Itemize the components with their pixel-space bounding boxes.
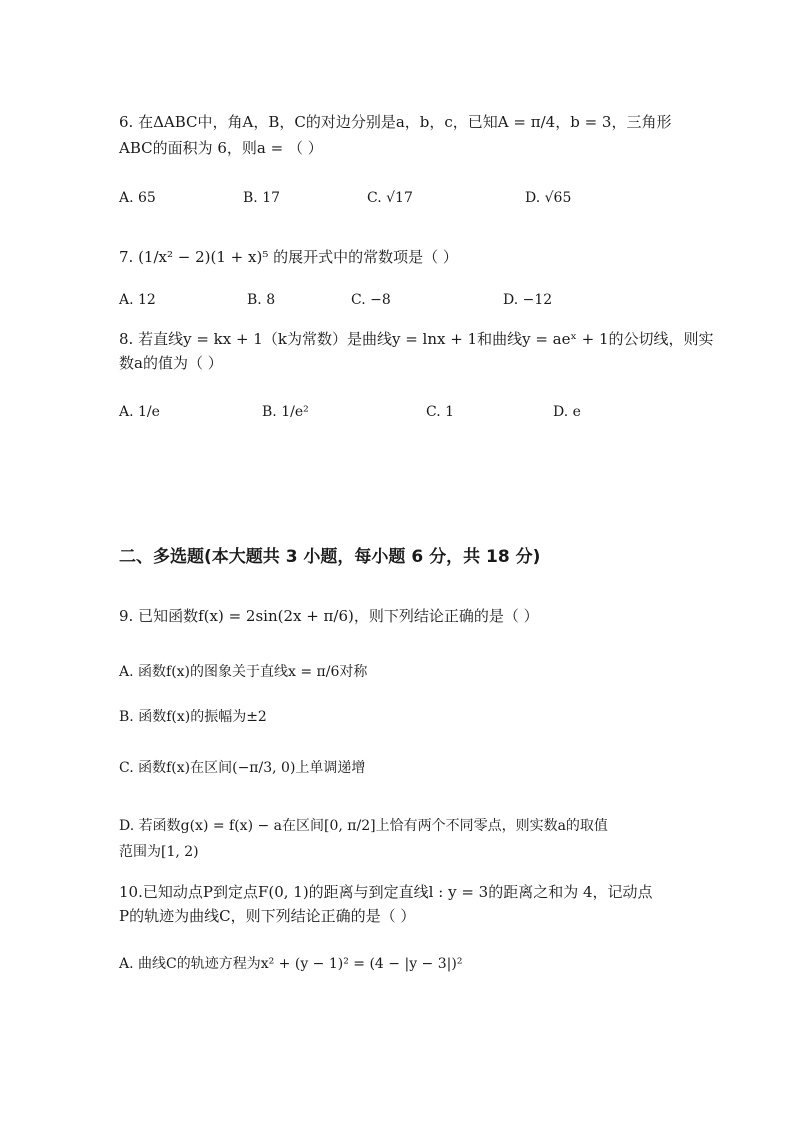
question-7-option-c: C. −8 <box>351 292 391 308</box>
question-6-option-b: B. 17 <box>243 190 281 206</box>
question-7-option-b: B. 8 <box>247 292 276 308</box>
question-9-option-d-line-2: 范围为[1, 2) <box>119 844 199 860</box>
section-heading: 二、多选题(本大题共 3 小题，每小题 6 分，共 18 分) <box>119 547 541 567</box>
question-10-option-a: A. 曲线C的轨迹方程为x² + (y − 1)² = (4 − |y − 3|)² <box>119 956 463 972</box>
question-8-option-a: A. 1/e <box>119 404 160 420</box>
question-8-line-2: 数a的值为（ ） <box>119 354 223 372</box>
question-8-option-b: B. 1/e² <box>262 404 309 420</box>
question-8-option-d: D. e <box>553 404 581 420</box>
question-9-line-1: 9. 已知函数f(x) = 2sin(2x + π/6)，则下列结论正确的是（ ） <box>119 607 539 625</box>
question-9-option-a: A. 函数f(x)的图象关于直线x = π/6对称 <box>119 664 368 680</box>
question-6-line-1: 6. 在ΔABC中，角A，B，C的对边分别是a，b，c，已知A = π/4，b = 3，三角形 <box>119 113 672 131</box>
question-9-option-d-line-1: D. 若函数g(x) = f(x) − a在区间[0, π/2]上恰有两个不同零点，则实数a的取值 <box>119 818 608 834</box>
question-6-option-c: C. √17 <box>367 190 413 206</box>
question-6-option-d: D. √65 <box>525 190 572 206</box>
question-8-option-c: C. 1 <box>426 404 455 420</box>
question-9-option-b: B. 函数f(x)的振幅为±2 <box>119 709 267 725</box>
question-7-option-a: A. 12 <box>119 292 156 308</box>
question-6-option-a: A. 65 <box>119 190 156 206</box>
question-10-line-2: P的轨迹为曲线C，则下列结论正确的是（ ） <box>119 907 416 925</box>
question-6-line-2: ABC的面积为 6，则a = （ ） <box>119 139 323 157</box>
question-8-line-1: 8. 若直线y = kx + 1（k为常数）是曲线y = lnx + 1和曲线y = aeˣ + 1的公切线，则实 <box>119 330 714 348</box>
question-7-line-1: 7. (1/x² − 2)(1 + x)⁵ 的展开式中的常数项是（ ） <box>119 248 458 266</box>
question-9-option-c: C. 函数f(x)在区间(−π/3, 0)上单调递增 <box>119 760 366 776</box>
question-7-option-d: D. −12 <box>503 292 553 308</box>
question-10-line-1: 10.已知动点P到定点F(0, 1)的距离与到定直线l : y = 3的距离之和为 4，记动点 <box>119 883 653 901</box>
